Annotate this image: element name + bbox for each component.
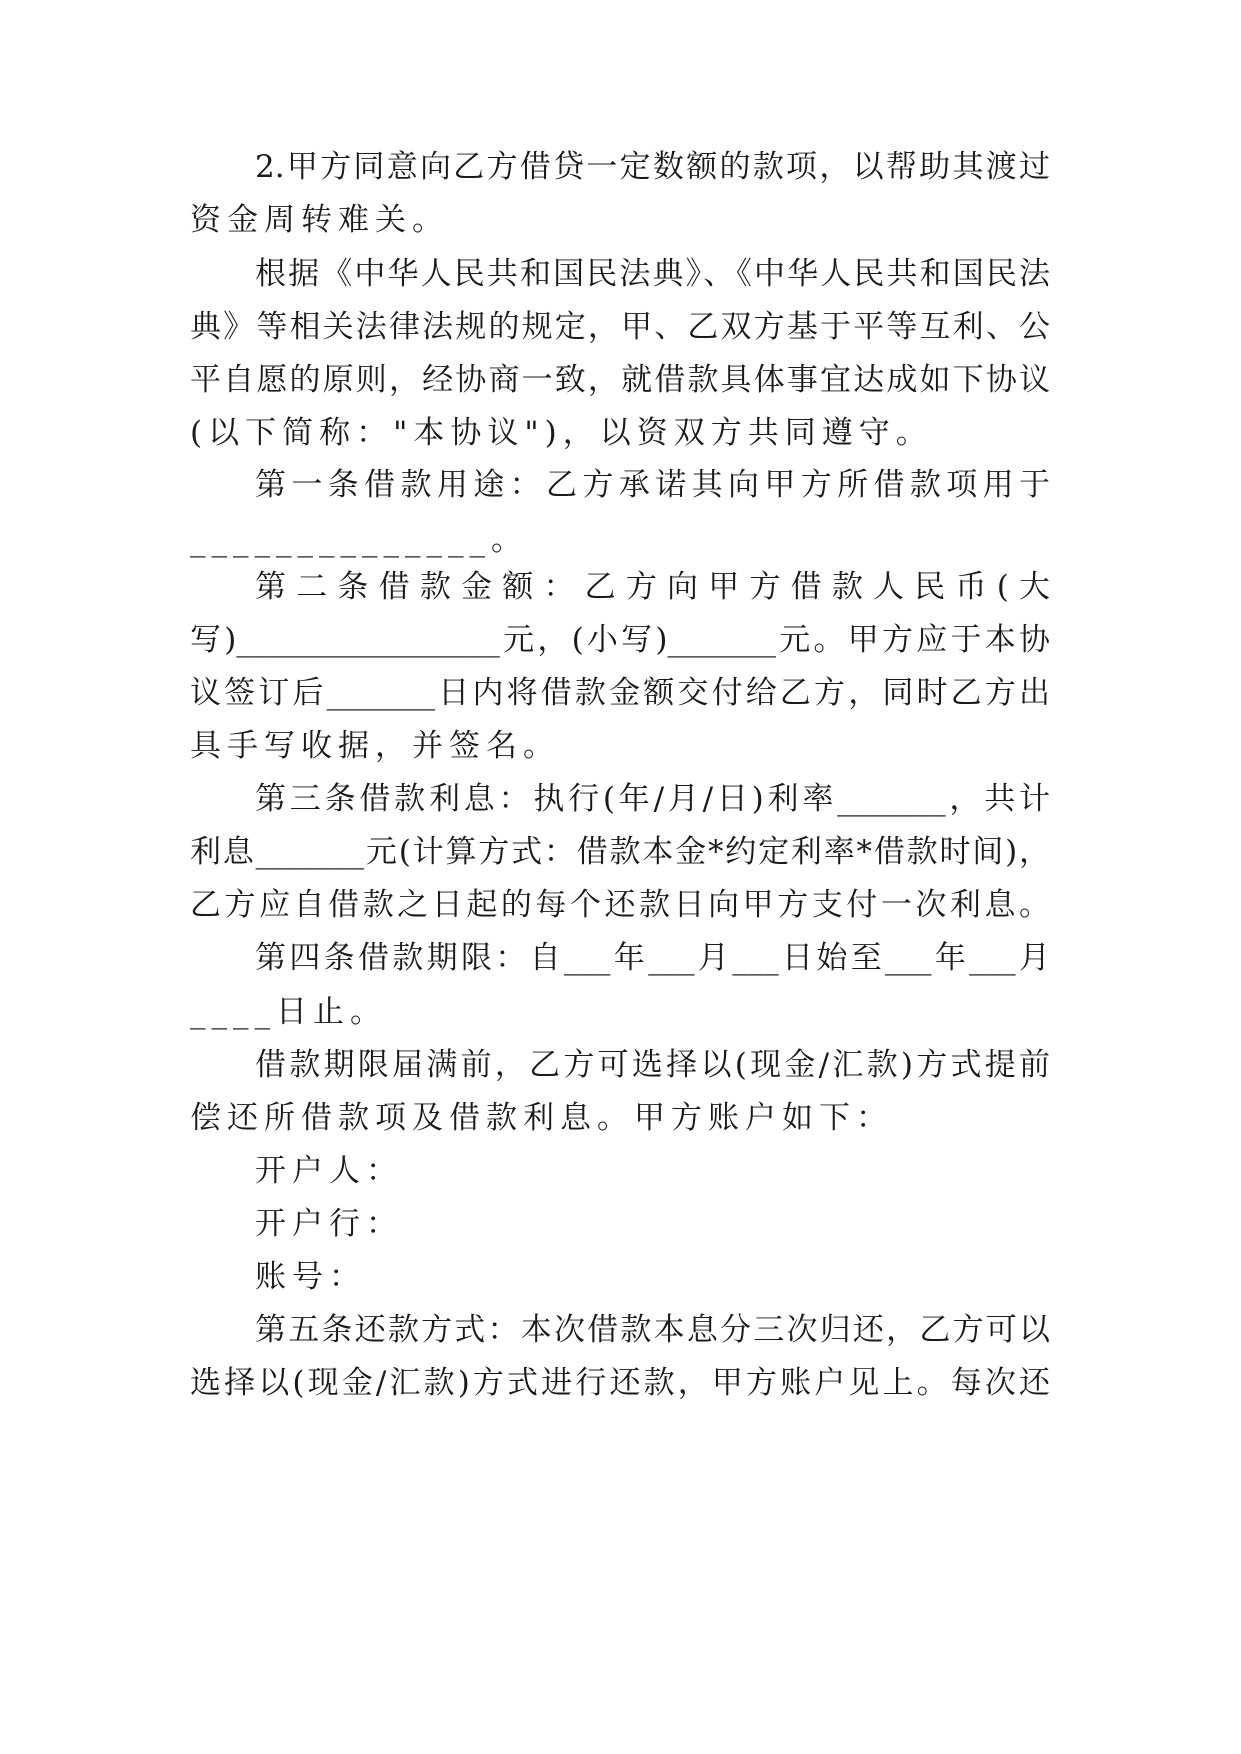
text-line: ______________。 [190, 522, 528, 558]
text-line: 平自愿的原则，经协商一致，就借款具体事宜达成如下协议 [190, 362, 1050, 398]
text-line: 资金周转难关。 [190, 202, 449, 238]
text-line: 第三条借款利息：执行(年/月/日)利率_______，共计 [255, 781, 1050, 817]
text-line: 第二条借款金额：乙方向甲方借款人民币(大 [255, 569, 1050, 605]
text-line: 选择以(现金/汇款)方式进行还款，甲方账户见上。每次还 [190, 1365, 1050, 1401]
text-line: 议签订后_______日内将借款金额交付给乙方，同时乙方出 [190, 675, 1050, 711]
text-line: 第四条借款期限：自___年___月___日始至___年___月 [255, 940, 1050, 976]
text-line: 开户行： [255, 1206, 403, 1242]
text-line: 乙方应自借款之日起的每个还款日向甲方支付一次利息。 [190, 887, 1050, 923]
text-line: 第一条借款用途：乙方承诺其向甲方所借款项用于 [255, 467, 1050, 503]
text-line: 账号： [255, 1259, 366, 1295]
text-line: 利息_______元(计算方式：借款本金*约定利率*借款时间)， [190, 834, 1050, 870]
text-line: 偿还所借款项及借款利息。甲方账户如下： [190, 1100, 893, 1136]
text-line: 典》等相关法律法规的规定，甲、乙双方基于平等互利、公 [190, 309, 1050, 345]
text-line: 具手写收据，并签名。 [190, 728, 560, 764]
text-line: 第五条还款方式：本次借款本息分三次归还，乙方可以 [255, 1312, 1050, 1348]
text-line: 开户人： [255, 1153, 403, 1189]
text-line: 2.甲方同意向乙方借贷一定数额的款项，以帮助其渡过 [255, 149, 1050, 185]
text-line: 借款期限届满前，乙方可选择以(现金/汇款)方式提前 [255, 1047, 1050, 1083]
text-line: 写)_________________元，(小写)_______元。甲方应于本协 [190, 622, 1050, 658]
text-line: (以下简称："本协议")，以资双方共同遵守。 [190, 415, 933, 451]
text-line: ____日止。 [190, 994, 387, 1030]
text-line: 根据《中华人民共和国民法典》、《中华人民共和国民法 [255, 256, 1050, 292]
